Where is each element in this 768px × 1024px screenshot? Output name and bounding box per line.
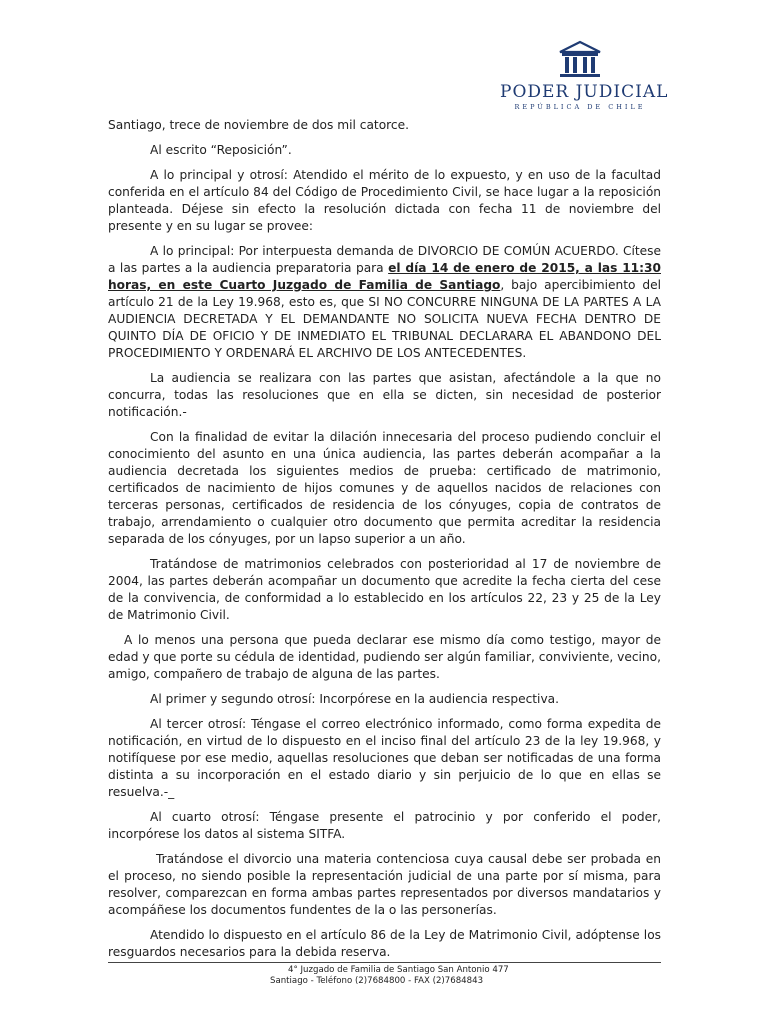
resolution-body [108,117,661,969]
paragraph-matrimonios: Tratándose de matrimonios celebrados con posterioridad al 17 de noviembre de 2004, las partes deberán acompañar un documento que acredite la fecha cierta del cese de la convivencia, de conformidad a lo establecido en los artículos 22, 23 y 25 de la Ley de Matrimonio Civil. [108,557,661,622]
footer [108,965,708,987]
logo-title: PODER JUDICIAL [500,82,669,102]
logo-subtitle: REPÚBLICA DE CHILE [514,103,646,111]
date-line: Santiago, trece de noviembre de dos mil catorce. [108,118,409,132]
paragraph-contenciosa: Tratándose el divorcio una materia contenciosa cuya causal debe ser probada en el proceso, no siendo posible la representación judicial de una parte por sí misma, para resolver, comparezcan en forma ambas partes representados por diversos mandatarios y acompáñese los documentos fundentes de la o las personerías. [108,852,661,917]
paragraph-tercer-otrosi: Al tercer otrosí: Téngase el correo electrónico informado, como forma expedita de notificación, en virtud de lo dispuesto en el inciso final del artículo 23 de la ley 19.968, y notifíquese por ese medio, aquellas resoluciones que deban ser notificadas de una forma distinta a su incorporación en el estado diario y sin perjuicio de lo que en ellas se resuelva.-_ [108,717,661,799]
footer-contact: Santiago - Teléfono (2)7684800 - FAX (2)7684843 [270,976,484,986]
paragraph-primer-segundo-otrosi: Al primer y segundo otrosí: Incorpórese en la audiencia respectiva. [150,692,560,706]
paragraph-cuarto-otrosi: Al cuarto otrosí: Téngase presente el patrocinio y por conferido el poder, incorpórese los datos al sistema SITFA. [108,810,661,841]
courthouse-icon [556,40,604,80]
footer-divider [108,962,661,963]
demanda-text-start: A lo principal: Por interpuesta demanda de DIVORCIO DE COMÚN ACUERDO. Cítese a las partes a la audiencia preparatoria para [108,244,661,275]
paragraph-audiencia: La audiencia se realizara con las partes que asistan, afectándole a la que no concurra, todas las resoluciones que en ella se dicten, sin necesidad de posterior notificación.- [108,371,661,419]
demanda-text-end: , bajo apercibimiento del artículo 21 de la Ley 19.968, esto es, que SI NO CONCURRE NINGUNA DE LA PARTES A LA AUDIENCIA DECRETADA Y EL DEMANDANTE NO SOLICITA NUEVA FECHA DENTRO DE QUINTO DÍA DE OFICIO Y DE INMEDIATO EL TRIBUNAL DECLARARA EL ABANDONO DEL PROCEDIMIENTO Y ORDENARÁ EL ARCHIVO DE LOS ANTECEDENTES. [108,278,661,360]
paragraph-finalidad: Con la finalidad de evitar la dilación innecesaria del proceso pudiendo concluir el conocimiento del asunto en una única audiencia, las partes deberán acompañar a la audiencia decretada los siguientes medios de prueba: certificado de matrimonio, certificados de nacimiento de hijos comunes y de aquellos nacidos de relaciones con terceras personas, certificados de residencia de los cónyuges, copia de contratos de trabajo, arrendamiento o cualquier otro documento que permita acreditar la residencia separada de los cónyuges, por un lapso superior a un año. [108,430,661,546]
paragraph-demanda [108,243,661,362]
paragraph-articulo-86: Atendido lo dispuesto en el artículo 86 de la Ley de Matrimonio Civil, adóptense los resguardos necesarios para la debida reserva. [108,928,661,959]
paragraph-principal-otrosi: A lo principal y otrosí: Atendido el mérito de lo expuesto, y en uso de la facultad conferida en el artículo 84 del Código de Procedimiento Civil, se hace lugar a la reposición planteada. Déjese sin efecto la resolución dictada con fecha 11 de noviembre del presente y en su lugar se provee: [108,168,661,233]
footer-address: 4° Juzgado de Familia de Santiago San Antonio 477 [288,965,509,975]
poder-judicial-logo [500,40,669,111]
paragraph-escrito: Al escrito “Reposición”. [150,143,292,157]
paragraph-testigo: A lo menos una persona que pueda declarar ese mismo día como testigo, mayor de edad y que porte su cédula de identidad, pudiendo ser algún familiar, conviviente, vecino, amigo, compañero de trabajo de alguna de las partes. [108,633,661,681]
hearing-date-highlight: el día 14 de enero de 2015, a las 11:30 horas, en este Cuarto Juzgado de Familia de Santiago [108,261,661,292]
